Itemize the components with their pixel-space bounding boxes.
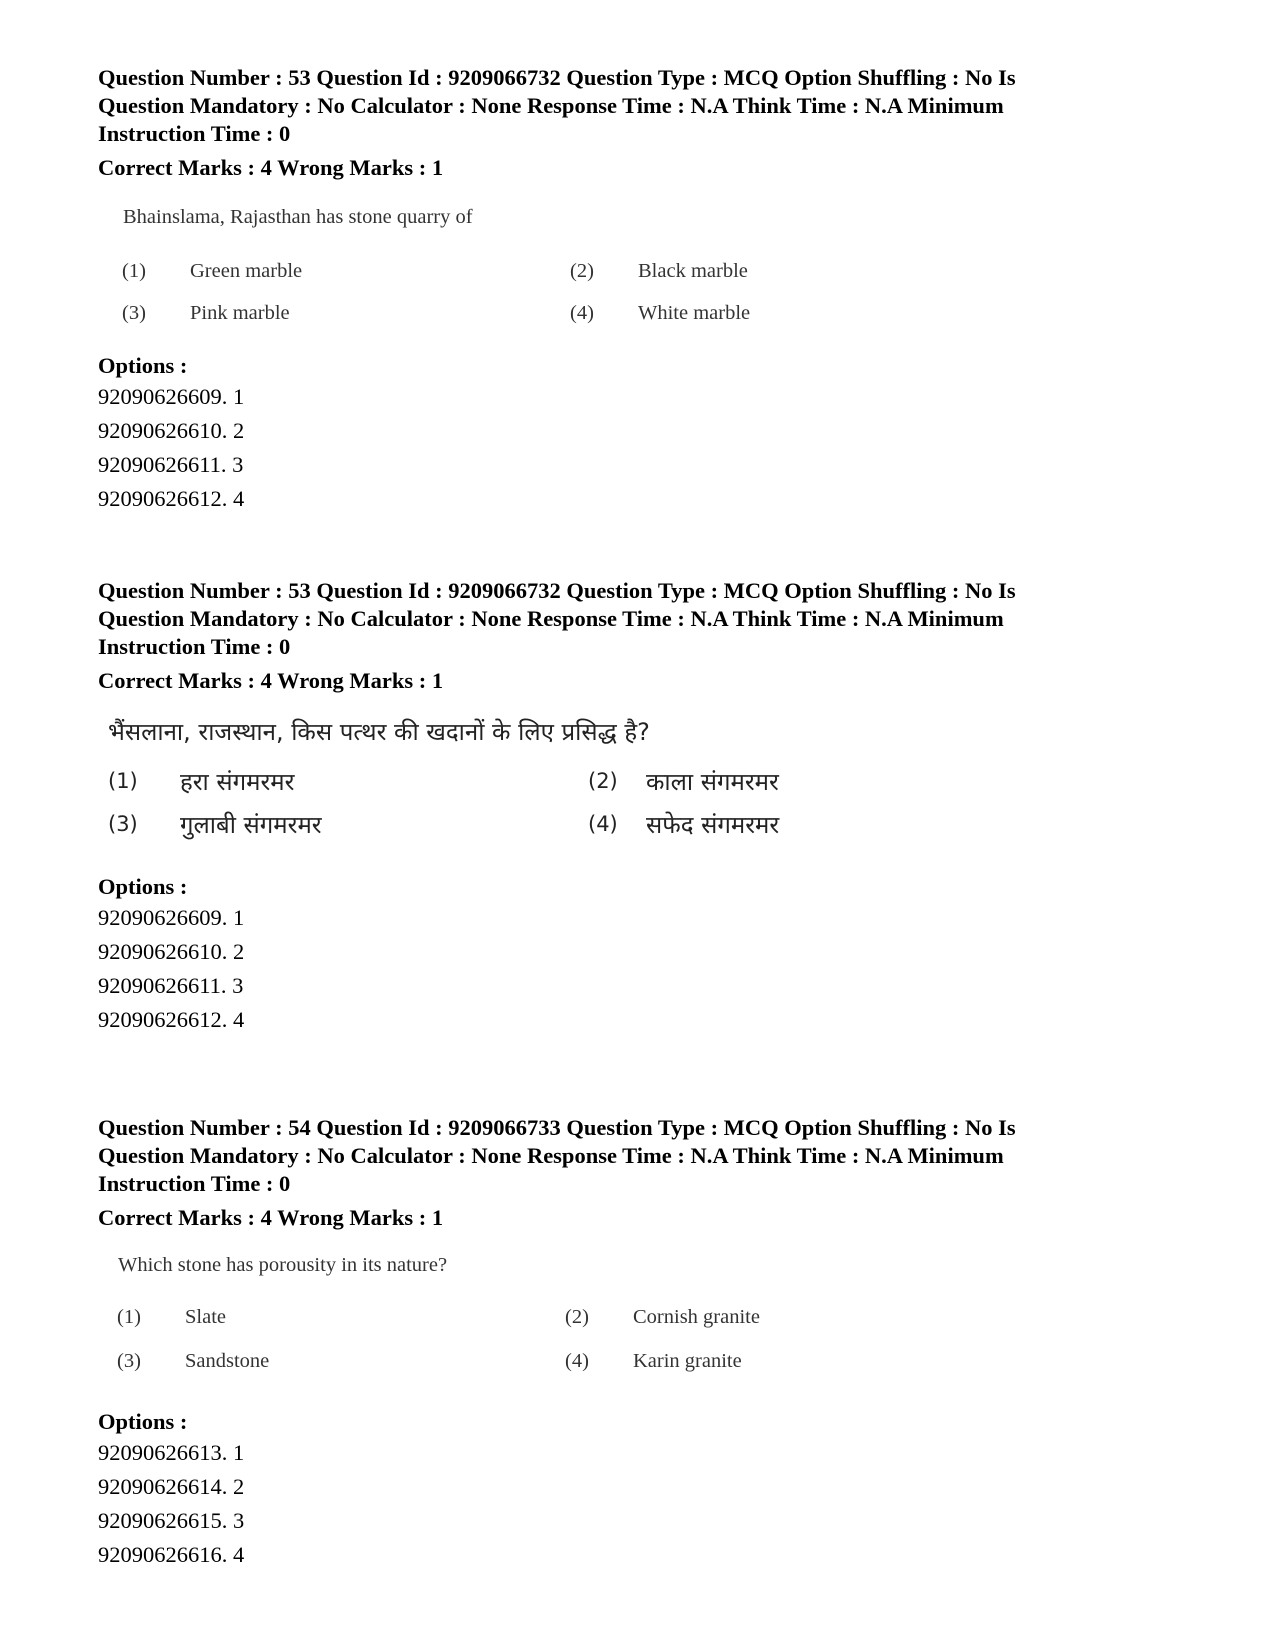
- question-meta-line: Instruction Time : 0: [98, 1171, 291, 1196]
- choice-text: हरा संगमरमर: [180, 768, 295, 796]
- choice-number: (1): [108, 769, 138, 793]
- choice-text: काला संगमरमर: [646, 768, 779, 796]
- choice-number: (2): [565, 1306, 589, 1328]
- options-heading: Options :: [98, 1409, 188, 1434]
- option-id-line: 92090626609. 1: [98, 384, 245, 409]
- question-meta-line: Question Mandatory : No Calculator : None Response Time : N.A Think Time : N.A Minimum: [98, 93, 1004, 118]
- option-id-line: 92090626616. 4: [98, 1542, 245, 1567]
- question-image: [98, 182, 1148, 352]
- choice-text: Sandstone: [185, 1350, 270, 1372]
- question-stem: भैंसलाना, राजस्थान, किस पत्थर की खदानों के लिए प्रसिद्ध है?: [108, 718, 650, 746]
- choice-number: (4): [588, 812, 618, 836]
- choice-number: (4): [565, 1350, 589, 1372]
- option-id-line: 92090626611. 3: [98, 973, 244, 998]
- choice-number: (3): [117, 1350, 141, 1372]
- choice-number: (1): [117, 1306, 141, 1328]
- question-meta-line: Instruction Time : 0: [98, 634, 291, 659]
- marks-line: Correct Marks : 4 Wrong Marks : 1: [98, 1205, 444, 1230]
- question-meta-line: Question Mandatory : No Calculator : None Response Time : N.A Think Time : N.A Minimum: [98, 1143, 1004, 1168]
- choice-number: (3): [122, 302, 146, 324]
- question-image: [98, 1232, 1148, 1408]
- choice-text: White marble: [638, 302, 751, 324]
- option-id-line: 92090626610. 2: [98, 418, 245, 443]
- marks-line: Correct Marks : 4 Wrong Marks : 1: [98, 668, 444, 693]
- choice-text: Cornish granite: [633, 1306, 760, 1328]
- choice-text: गुलाबी संगमरमर: [180, 811, 322, 839]
- choice-number: (1): [122, 260, 146, 282]
- option-id-line: 92090626610. 2: [98, 939, 245, 964]
- option-id-line: 92090626615. 3: [98, 1508, 245, 1533]
- question-meta-line: Question Mandatory : No Calculator : None Response Time : N.A Think Time : N.A Minimum: [98, 606, 1004, 631]
- choice-text: Karin granite: [633, 1350, 742, 1372]
- options-heading: Options :: [98, 874, 188, 899]
- choice-text: Pink marble: [190, 302, 290, 324]
- question-meta-line: Question Number : 53 Question Id : 9209066732 Question Type : MCQ Option Shuffling : No Is: [98, 578, 1016, 603]
- choice-text: Slate: [185, 1306, 226, 1328]
- option-id-line: 92090626613. 1: [98, 1440, 245, 1465]
- choice-text: सफेद संगमरमर: [646, 811, 780, 839]
- question-meta-line: Instruction Time : 0: [98, 121, 291, 146]
- option-id-line: 92090626612. 4: [98, 1007, 245, 1032]
- question-block-2: [98, 577, 1148, 1037]
- question-stem: Which stone has porousity in its nature?: [118, 1254, 448, 1276]
- option-id-line: 92090626611. 3: [98, 452, 244, 477]
- options-heading: Options :: [98, 353, 188, 378]
- choice-number: (3): [108, 812, 138, 836]
- choice-text: Green marble: [190, 260, 303, 282]
- question-meta-line: Question Number : 53 Question Id : 9209066732 Question Type : MCQ Option Shuffling : No Is: [98, 65, 1016, 90]
- question-block-1: [98, 64, 1148, 516]
- option-id-line: 92090626609. 1: [98, 905, 245, 930]
- question-block-3: [98, 1114, 1148, 1572]
- choice-number: (2): [570, 260, 594, 282]
- choice-number: (2): [588, 769, 618, 793]
- option-id-line: 92090626612. 4: [98, 486, 245, 511]
- question-image: [98, 695, 1148, 873]
- question-meta-line: Question Number : 54 Question Id : 9209066733 Question Type : MCQ Option Shuffling : No Is: [98, 1115, 1016, 1140]
- question-stem: Bhainslama, Rajasthan has stone quarry of: [123, 206, 473, 228]
- choice-text: Black marble: [638, 260, 748, 282]
- option-id-line: 92090626614. 2: [98, 1474, 245, 1499]
- choice-number: (4): [570, 302, 594, 324]
- marks-line: Correct Marks : 4 Wrong Marks : 1: [98, 155, 444, 180]
